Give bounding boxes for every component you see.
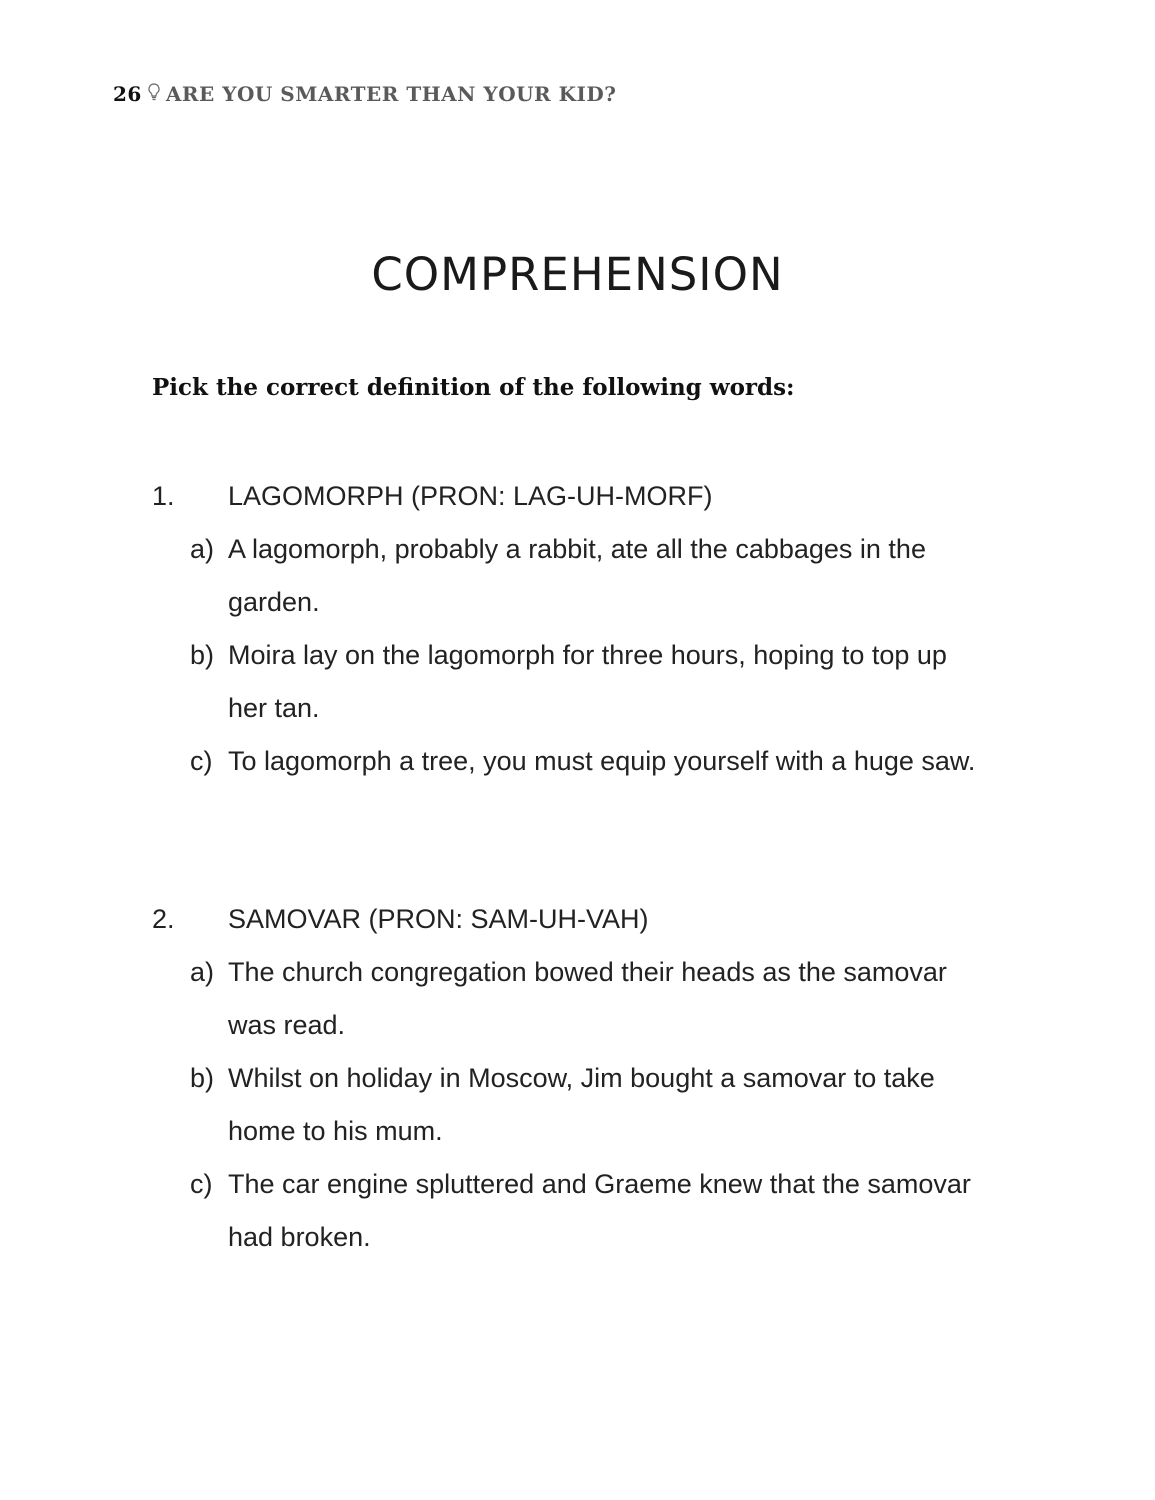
page-number: 26	[113, 82, 142, 106]
option-a	[152, 946, 1032, 1052]
lightbulb-icon	[148, 82, 160, 106]
option-text: The car engine spluttered and Graeme knew that the samovar had broken.	[228, 1169, 971, 1252]
option-label: b)	[190, 640, 215, 670]
question-number: 1.	[152, 481, 175, 511]
question-1	[152, 470, 1032, 788]
option-text: To lagomorph a tree, you must equip yourself with a huge saw.	[228, 746, 976, 776]
book-title: ARE YOU SMARTER THAN YOUR KID?	[165, 82, 617, 106]
option-a	[152, 523, 1032, 629]
option-text: Moira lay on the lagomorph for three hours, hoping to top up her tan.	[228, 640, 947, 723]
question-number: 2.	[152, 904, 175, 934]
instruction: Pick the correct definition of the following words:	[152, 374, 795, 401]
option-b	[152, 629, 1032, 735]
option-label: c)	[190, 1169, 213, 1199]
question-heading: SAMOVAR (PRON: SAM-UH-VAH)	[228, 904, 649, 934]
option-label: b)	[190, 1063, 215, 1093]
page-title: COMPREHENSION	[371, 248, 784, 301]
option-c	[152, 735, 1032, 788]
question-heading: LAGOMORPH (PRON: LAG-UH-MORF)	[228, 481, 713, 511]
option-text: The church congregation bowed their heads as the samovar was read.	[228, 957, 947, 1040]
option-text: A lagomorph, probably a rabbit, ate all the cabbages in the garden.	[228, 534, 926, 617]
option-text: Whilst on holiday in Moscow, Jim bought a samovar to take home to his mum.	[228, 1063, 935, 1146]
option-label: c)	[190, 746, 213, 776]
option-b	[152, 1052, 1032, 1158]
option-label: a)	[190, 534, 215, 564]
option-label: a)	[190, 957, 215, 987]
option-c	[152, 1158, 1032, 1264]
running-head	[113, 82, 616, 106]
question-2	[152, 893, 1032, 1264]
